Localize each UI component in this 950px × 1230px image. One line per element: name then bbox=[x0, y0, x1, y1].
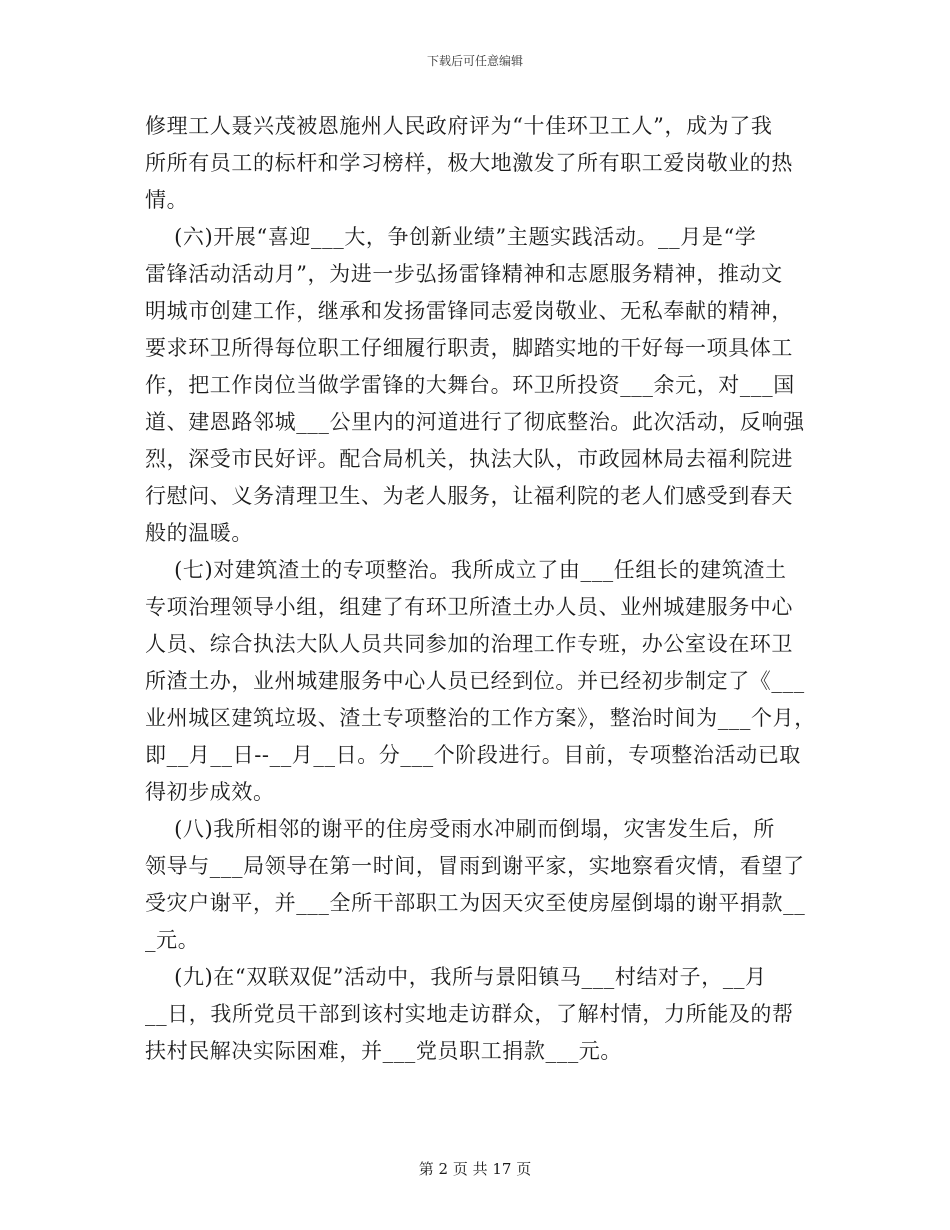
body-line: 要求环卫所得每位职工仔细履行职责，脚踏实地的干好每一项具体工 bbox=[145, 336, 793, 360]
body-line: 业州城区建筑垃圾、渣土专项整治的工作方案》，整治时间为___个月， bbox=[145, 706, 816, 730]
body-line: (七)对建筑渣土的专项整治。我所成立了由___任组长的建筑渣土 bbox=[145, 558, 787, 582]
body-line: (九)在“双联双促”活动中，我所与景阳镇马___村结对子，__月 bbox=[145, 965, 767, 989]
body-line: 专项治理领导小组，组建了有环卫所渣土办人员、业州城建服务中心 bbox=[145, 595, 793, 619]
body-line: 烈，深受市民好评。配合局机关，执法大队，市政园林局去福利院进 bbox=[145, 447, 793, 471]
body-line: (六)开展“喜迎___大，争创新业绩”主题实践活动。__月是“学 bbox=[145, 225, 757, 249]
body-line: 人员、综合执法大队人员共同参加的治理工作专班，办公室设在环卫 bbox=[145, 632, 793, 656]
body-line: 扶村民解决实际困难，并___党员职工捐款___元。 bbox=[145, 1039, 622, 1063]
body-line: _元。 bbox=[145, 928, 200, 952]
body-line: 般的温暖。 bbox=[145, 521, 253, 545]
page-header-note: 下载后可任意编辑 bbox=[426, 54, 523, 68]
body-line: 情。 bbox=[145, 188, 189, 212]
body-line: 道、建恩路邻城___公里内的河道进行了彻底整治。此次活动，反响强 bbox=[145, 410, 805, 434]
body-line: 作，把工作岗位当做学雷锋的大舞台。环卫所投资___余元，对___国 bbox=[145, 373, 795, 397]
body-line: 即__月__日--__月__日。分___个阶段进行。目前，专项整治活动已取 bbox=[145, 743, 801, 767]
body-line: 行慰问、义务清理卫生、为老人服务，让福利院的老人们感受到春天 bbox=[145, 484, 793, 508]
body-line: (八)我所相邻的谢平的住房受雨水冲刷而倒塌，灾害发生后，所 bbox=[145, 817, 775, 841]
page-number-footer: 第 2 页 共 17 页 bbox=[418, 1160, 532, 1178]
body-line: 明城市创建工作，继承和发扬雷锋同志爱岗敬业、无私奉献的精神， bbox=[145, 299, 793, 323]
body-line: 领导与___局领导在第一时间，冒雨到谢平家，实地察看灾情，看望了 bbox=[145, 854, 805, 878]
body-line: 所所有员工的标杆和学习榜样，极大地激发了所有职工爱岗敬业的热 bbox=[145, 151, 793, 175]
body-line: 得初步成效。 bbox=[145, 780, 275, 804]
body-line: __日，我所党员干部到该村实地走访群众，了解村情，力所能及的帮 bbox=[145, 1002, 794, 1026]
body-line: 修理工人聂兴茂被恩施州人民政府评为“十佳环卫工人”，成为了我 bbox=[145, 114, 773, 138]
body-line: 雷锋活动活动月”，为进一步弘扬雷锋精神和志愿服务精神，推动文 bbox=[145, 262, 783, 286]
body-line: 所渣土办，业州城建服务中心人员已经到位。并已经初步制定了《___ bbox=[145, 669, 805, 693]
body-line: 受灾户谢平，并___全所干部职工为因天灾至使房屋倒塌的谢平捐款__ bbox=[145, 891, 806, 915]
